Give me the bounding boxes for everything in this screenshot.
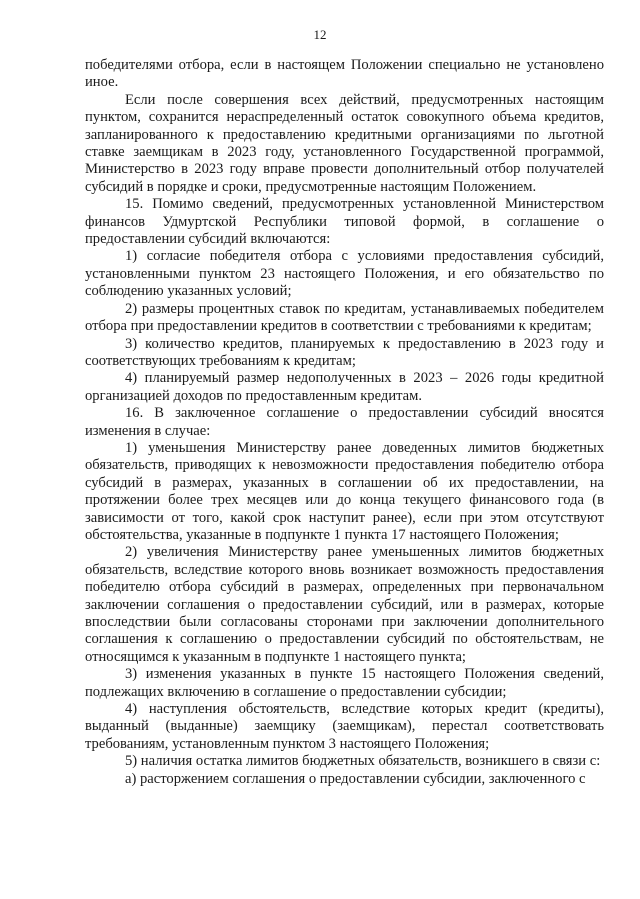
document-body bbox=[85, 57, 604, 788]
paragraph: победителями отбора, если в настоящем Положении специально не установлено иное. bbox=[85, 57, 604, 91]
paragraph: 15. Помимо сведений, предусмотренных установленной Министерством финансов Удмуртской Республики типовой формой, в соглашение о предоставлении субсидий включаются: bbox=[85, 196, 604, 248]
paragraph: 1) уменьшения Министерству ранее доведенных лимитов бюджетных обязательств, приводящих к невозможности предоставления победителю отбора субсидий в размерах, указанных в соглашении об их предоставлении, на протяжении более трех месяцев или до конца текущего финансового года (в зависимости от того, какой срок наступит ранее), если при этом отсутствуют обстоятельства, указанные в подпункте 1 пункта 17 настоящего Положения; bbox=[85, 439, 604, 543]
paragraph: а) расторжением соглашения о предоставлении субсидии, заключенного с bbox=[125, 770, 586, 787]
paragraph: 3) изменения указанных в пункте 15 настоящего Положения сведений, подлежащих включению в соглашение о предоставлении субсидии; bbox=[85, 666, 604, 700]
paragraph: Если после совершения всех действий, предусмотренных настоящим пунктом, сохранится нераспределенный остаток совокупного объема кредитов, запланированного к предоставлению кредитными организациями по льготной ставке заемщикам в 2023 году, установленного Государственной программой, Министерство в 2023 году вправе провести дополнительный отбор получателей субсидий в порядке и сроки, предусмотренные настоящим Положением. bbox=[85, 91, 604, 195]
paragraph: 3) количество кредитов, планируемых к предоставлению в 2023 году и соответствующих требованиям к кредитам; bbox=[85, 335, 604, 369]
paragraph: 2) размеры процентных ставок по кредитам, устанавливаемых победителем отбора при предоставлении кредитов в соответствии с требованиями к кредитам; bbox=[85, 300, 604, 335]
paragraph: 4) планируемый размер недополученных в 2023 – 2026 годы кредитной организацией доходов по предоставленным кредитам. bbox=[85, 370, 604, 404]
paragraph: 5) наличия остатка лимитов бюджетных обязательств, возникшего в связи с: bbox=[125, 753, 601, 770]
paragraph: 16. В заключенное соглашение о предоставлении субсидий вносятся изменения в случае: bbox=[85, 405, 604, 439]
paragraph: 2) увеличения Министерству ранее уменьшенных лимитов бюджетных обязательств, вследствие которого вновь возникает возможность предоставления победителю отбора субсидий в размерах, определенных при первоначальном заключении соглашения о предоставлении субсидий, или в размерах, которые впоследствии были согласованы сторонами при заключении дополнительного соглашения к соглашению о предоставлении субсидий по обстоятельствам, не относящимся к указанным в подпункте 1 настоящего пункта; bbox=[85, 544, 604, 665]
paragraph: 1) согласие победителя отбора с условиями предоставления субсидий, установленными пунктом 23 настоящего Положения, и его обязательство по соблюдению указанных условий; bbox=[85, 248, 604, 300]
paragraph: 4) наступления обстоятельств, вследствие которых кредит (кредиты), выданный (выданные) заемщику (заемщикам), перестал соответствовать требованиям, установленным пунктом 3 настоящего Положения; bbox=[85, 701, 604, 752]
page-number: 12 bbox=[313, 27, 327, 42]
